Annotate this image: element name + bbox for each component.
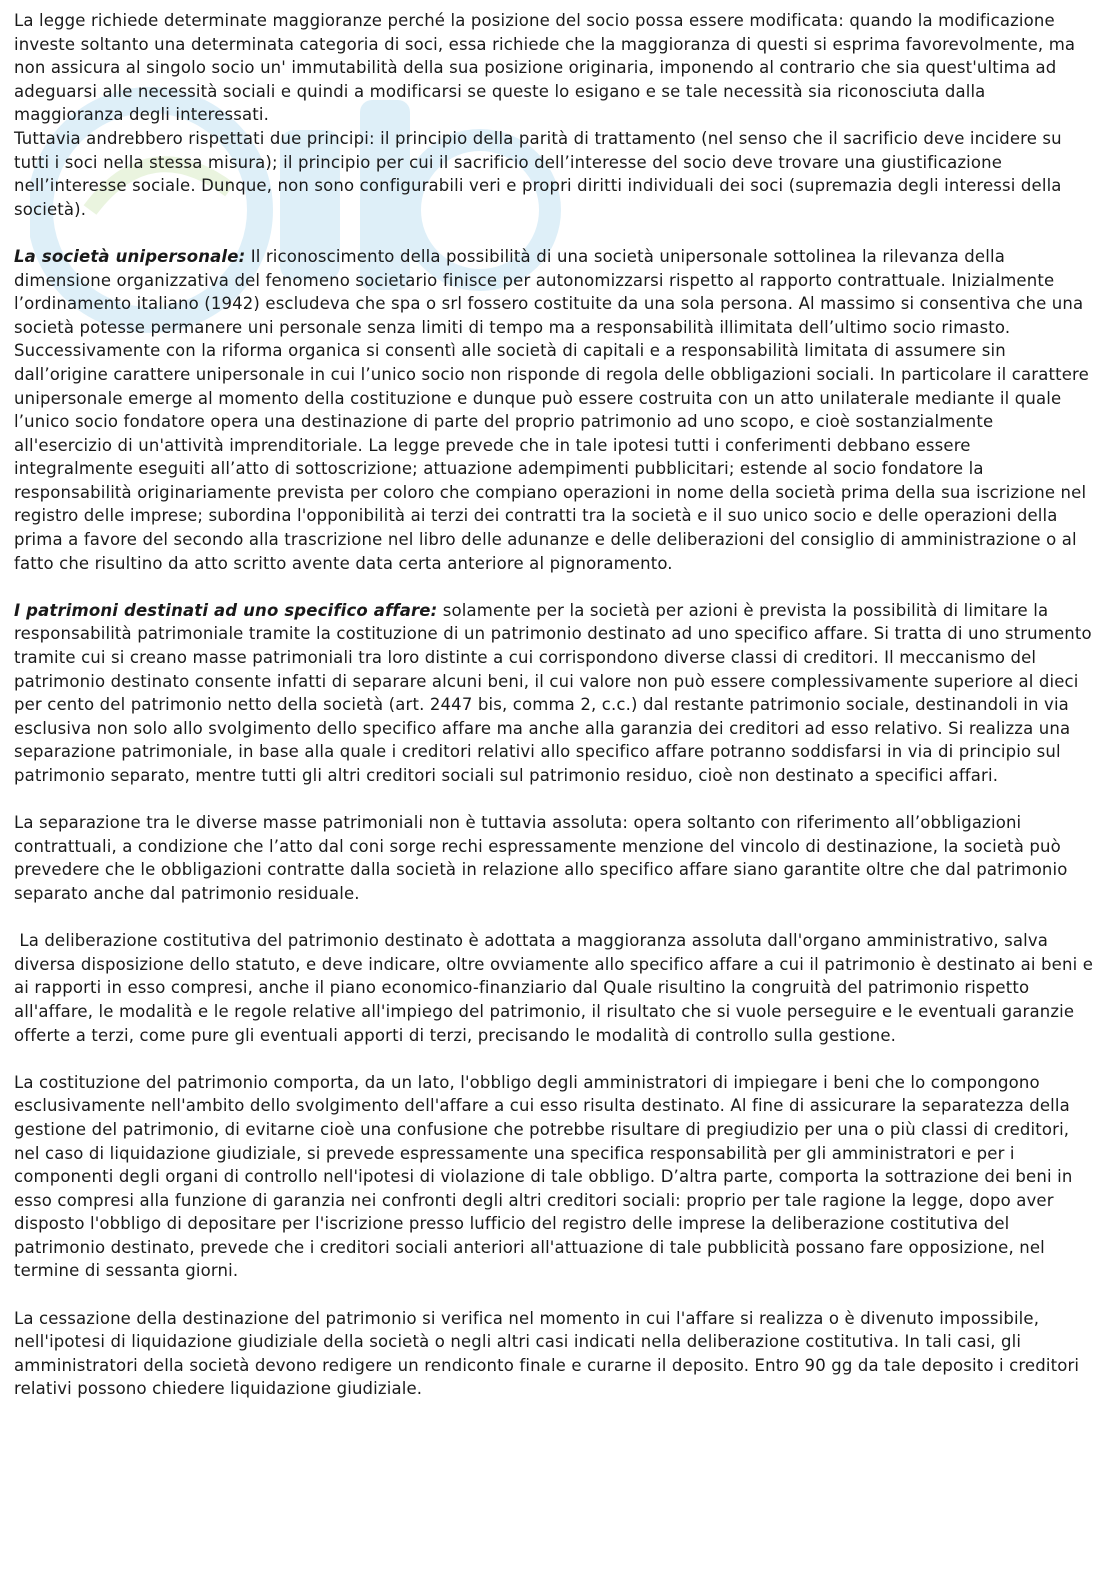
paragraph-text: La deliberazione costitutiva del patrimonio destinato è adottata a maggioranza assoluta dall'organo amministrativo, salva diversa disposizione dello statuto, e deve indicare, oltre ovviamente allo specifico affare a cui il patrimonio è destinato ai beni e ai rapporti in esso compresi, anche il piano economico-finanziario dal Quale risultino la congruità del patrimonio rispetto all'affare, le modalità e le regole relative all'impiego del patrimonio, il risultato che si vuole perseguire e le eventuali garanzie offerte a terzi, come pure gli eventuali apporti di terzi, precisando le modalità di controllo sulla gestione. [14,931,1099,1045]
paragraph-spacer [14,1047,1094,1071]
paragraph-text: La costituzione del patrimonio comporta, da un lato, l'obbligo degli amministratori di impiegare i beni che lo compongono esclusivamente nell'ambito dello svolgimento dell'affare a cui esso risulta destinato. Al fine di assicurare la separatezza della gestione del patrimonio, di evitarne cioè una confusione che potrebbe risultare di pregiudizio per una o più classi di creditori, nel caso di liquidazione giudiziale, si prevede espressamente una specifica responsabilità per gli amministratori e per i componenti degli organi di controllo nell'ipotesi di violazione di tale obbligo. D’altra parte, comporta la sottrazione dei beni in esso compresi alla funzione di garanzia nei confronti degli altri creditori sociali: proprio per tale ragione la legge, dopo aver disposto l'obbligo di depositare per l'iscrizione presso lufficio del registro delle imprese la deliberazione costitutiva del patrimonio destinato, prevede che i creditori sociali anteriori all'attuazione di tale pubblicità possano fare opposizione, nel termine di sessanta giorni. [14,1072,1073,1281]
paragraph-text: La legge richiede determinate maggioranze perché la posizione del socio possa essere modificata: quando la modificazione investe soltanto una determinata categoria di soci, essa richiede che la maggioranza di questi si esprima favorevolmente, ma non assicura al singolo socio un' immutabilità della sua posizione originaria, imponendo al contrario che sia quest'ultima ad adeguarsi alle necessità sociali e quindi a modificarsi se queste lo esigano e se tale necessità sia riconosciuta dalla maggioranza degli interessati. [14,11,1076,125]
paragraph-societa-unipersonale [14,245,1094,575]
section-heading-societa-unipersonale: La società unipersonale: [14,246,246,266]
paragraph-text: La separazione tra le diverse masse patrimoniali non è tuttavia assoluta: opera soltanto con riferimento all’obbligazioni contrattuali, a condizione che l’atto dal coni sorge rechi espressamente menzione del vincolo di destinazione, la società può prevedere che le obbligazioni contratte dalla società in relazione allo specifico affare siano garantite oltre che dal patrimonio separato anche dal patrimonio residuale. [14,813,1068,903]
paragraph-maggioranze [14,9,1094,127]
paragraph-patrimoni-destinati [14,599,1094,788]
paragraph-text: Tuttavia andrebbero rispettati due principi: il principio della parità di trattamento (nel senso che il sacrificio deve incidere su tutti i soci nella stessa misura); il principio per cui il sacrificio dell’interesse del socio deve trovare una giustificazione nell’interesse sociale. Dunque, non sono configurabili veri e propri diritti individuali dei soci (supremazia degli interessi della società). [14,128,1062,219]
paragraph-text: Il riconoscimento della possibilità di una società unipersonale sottolinea la rilevanza della dimensione organizzativa del fenomeno societario finisce per autonomizzarsi rispetto al rapporto contrattuale. Inizialmente l’ordinamento italiano (1942) escludeva che spa o srl fossero costituite da una sola persona. Al massimo si consentiva che una società potesse permanere uni personale senza limiti di tempo ma a responsabilità illimitata dell’ultimo socio rimasto. Successivamente con la riforma organica si consentì alle società di capitali e a responsabilità limitata di assumere sin dall’origine carattere unipersonale in cui l’unico socio non risponde di regola delle obbligazioni sociali. In particolare il carattere unipersonale emerge al momento della costituzione e dunque può essere costruita con un atto unilaterale mediante il quale l’unico socio fondatore opera una destinazione di parte del proprio patrimonio ad uno scopo, e cioè sostanzialmente all'esercizio di un'attività imprenditoriale. La legge prevede che in tale ipotesi tutti i conferimenti debbano essere integralmente eseguiti all’atto di sottoscrizione; attuazione adempimenti pubblicitari; estende al socio fondatore la responsabilità originariamente prevista per coloro che compiano operazioni in nome della società prima della sua iscrizione nel registro delle imprese; subordina l'opponibilità ai terzi dei contratti tra la società e il suo unico socio e delle operazioni della prima a favore del secondo alla trascrizione nel libro delle adunanze e delle deliberazioni del consiglio di amministrazione o al fatto che risultino da atto scritto avente data certa anteriore al pignoramento. [14,246,1089,573]
paragraph-spacer [14,221,1094,245]
paragraph-spacer [14,575,1094,599]
paragraph-text: La cessazione della destinazione del patrimonio si verifica nel momento in cui l'affare si realizza o è divenuto impossibile, nell'ipotesi di liquidazione giudiziale della società o negli altri casi indicati nella deliberazione costitutiva. In tali casi, gli amministratori della società devono redigere un rendiconto finale e curarne il deposito. Entro 90 gg da tale deposito i creditori relativi possono chiedere liquidazione giudiziale. [14,1308,1080,1399]
paragraph-spacer [14,1283,1094,1307]
paragraph-principi [14,127,1094,221]
paragraph-cessazione [14,1307,1094,1401]
paragraph-costituzione [14,1071,1094,1283]
document-page [14,9,1099,1401]
section-heading-patrimoni-destinati: I patrimoni destinati ad uno specifico affare: [14,600,438,620]
paragraph-deliberazione [14,906,1099,1048]
paragraph-text: solamente per la società per azioni è prevista la possibilità di limitare la responsabilità patrimoniale tramite la costituzione di un patrimonio destinato ad uno specifico affare. Si tratta di uno strumento tramite cui si creano masse patrimoniali tra loro distinte a cui corrispondono diverse classi di creditori. Il meccanismo del patrimonio destinato consente infatti di separare alcuni beni, il cui valore non può essere complessivamente superiore al dieci per cento del patrimonio netto della società (art. 2447 bis, comma 2, c.c.) dal restante patrimonio sociale, destinandoli in via esclusiva non solo allo svolgimento dello specifico affare ma anche alla garanzia dei creditori ad esso relativo. Si realizza una separazione patrimoniale, in base alla quale i creditori relativi allo specifico affare potranno soddisfarsi in via di principio sul patrimonio separato, mentre tutti gli altri creditori sociali sul patrimonio residuo, cioè non destinato a specifici affari. [14,600,1092,785]
paragraph-separazione [14,811,1094,905]
paragraph-spacer [14,788,1094,812]
